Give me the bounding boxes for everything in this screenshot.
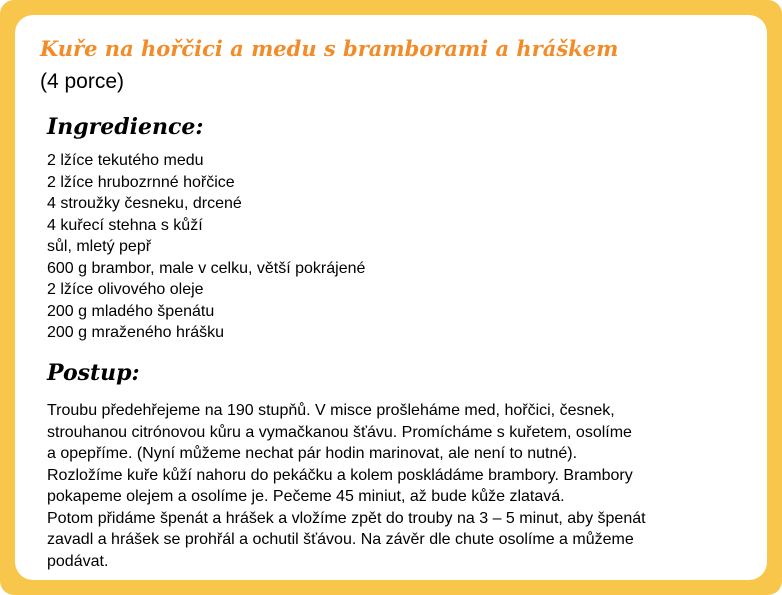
ingredient-item: sůl, mletý pepř — [47, 238, 152, 255]
method-line: a opepříme. (Nyní můžeme nechat pár hodin marinovat, ale není to nutné). — [47, 445, 578, 462]
method-text — [47, 400, 767, 572]
ingredient-item: 2 lžíce hrubozrnné hořčice — [47, 173, 235, 191]
ingredient-item: 200 g mladého špenátu — [47, 302, 215, 320]
ingredients-heading: Ingredience: — [47, 114, 204, 140]
ingredient-item: 4 kuřecí stehna s kůží — [47, 216, 203, 234]
ingredients-list — [47, 150, 365, 344]
method-heading: Postup: — [47, 360, 140, 386]
recipe-portions: (4 porce) — [40, 70, 125, 93]
ingredient-item: 600 g brambor, male v celku, větší pokrájené — [47, 259, 366, 277]
method-line: podávat. — [47, 552, 109, 570]
ingredient-item: 2 lžíce olivového oleje — [47, 281, 204, 298]
ingredient-item: 2 lžíce tekutého medu — [47, 152, 204, 169]
method-line: Rozložíme kuře kůží nahoru do pekáčku a kolem poskládáme brambory. Brambory — [47, 466, 633, 484]
ingredient-item: 200 g mraženého hrášku — [47, 324, 224, 341]
ingredient-item: 4 stroužky česneku, drcené — [47, 195, 242, 212]
method-line: zavadl a hrášek se prohřál a ochutil šťávou. Na závěr dle chute osolíme a můžeme — [47, 531, 634, 548]
method-line: pokapeme olejem a osolíme je. Pečeme 45 miniut, až bude kůže zlatavá. — [47, 488, 565, 505]
method-line: Troubu předehřejeme na 190 stupňů. V misce prošleháme med, hořčici, česnek, — [47, 402, 615, 419]
recipe-title: Kuře na hořčici a medu s bramborami a hráškem — [40, 36, 619, 61]
method-line: Potom přidáme špenát a hrášek a vložíme zpět do trouby na 3 – 5 minut, aby špenát — [47, 509, 646, 527]
method-line: strouhanou citrónovou kůru a vymačkanou šťávu. Promícháme s kuřetem, osolíme — [47, 423, 632, 441]
